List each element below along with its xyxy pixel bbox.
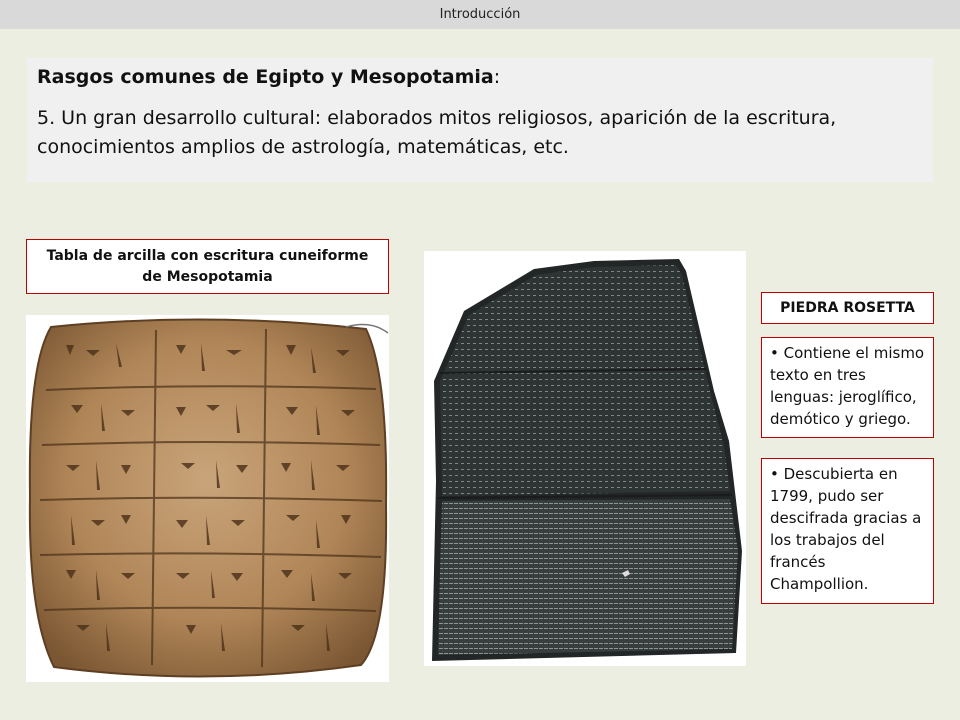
cuneiform-tablet-svg	[26, 315, 389, 682]
intro-text: 5. Un gran desarrollo cultural: elaborados mitos religiosos, aparición de la escritura, conocimientos amplios de astrología, matemáticas, etc.	[37, 107, 837, 158]
rosetta-bullet-box-2	[761, 458, 934, 604]
rosetta-bullet-1: • Contiene el mismo texto en tres lenguas: jeroglífico, demótico y griego.	[770, 344, 925, 428]
intro-title-line	[37, 66, 923, 88]
cuneiform-tablet-image	[26, 315, 389, 682]
rosetta-title-box	[761, 292, 934, 324]
tablet-caption: Tabla de arcilla con escritura cuneiforme de Mesopotamia	[46, 247, 369, 285]
rosetta-bullet-box-1	[761, 337, 934, 438]
rosetta-bullet-2: • Descubierta en 1799, pudo ser descifrada gracias a los trabajos del francés Champollion.	[770, 465, 922, 593]
slide-header-title: Introducción	[439, 7, 521, 22]
rosetta-stone-image	[424, 251, 746, 666]
intro-box	[27, 58, 933, 182]
tablet-caption-box	[26, 239, 389, 294]
rosetta-stone-svg	[424, 251, 746, 666]
slide-header	[0, 0, 960, 29]
intro-title: Rasgos comunes de Egipto y Mesopotamia	[37, 66, 494, 88]
rosetta-title: PIEDRA ROSETTA	[780, 300, 915, 316]
intro-title-colon: :	[493, 66, 501, 88]
